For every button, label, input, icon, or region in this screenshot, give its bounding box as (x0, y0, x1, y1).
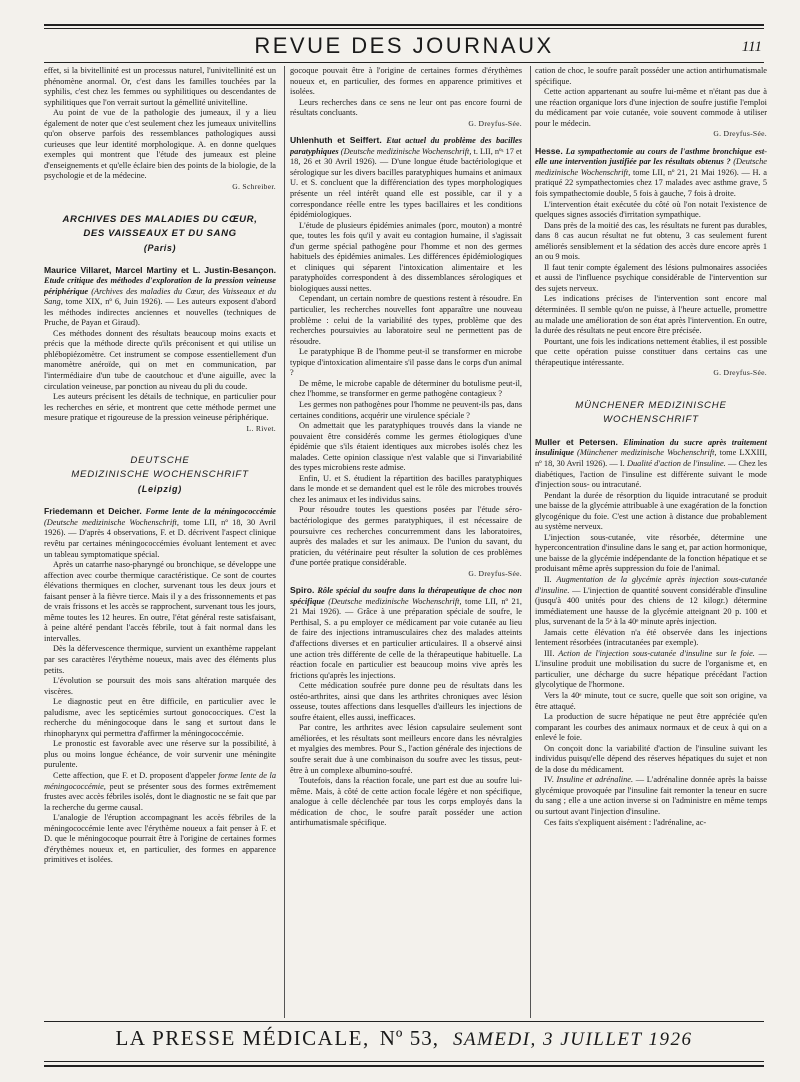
journal-section-heading (44, 454, 276, 496)
author-signature: L. Rivet. (246, 423, 276, 433)
subsection-title: Insuline et adrénaline. (556, 775, 634, 785)
paragraph: Enfin, U. et S. étudient la répartition des bacilles paratyphiques dans le monde et se demandent quel est le rôle des microbes trouvés chez les animaux et les individus sains. (290, 473, 522, 504)
paragraph (535, 575, 767, 628)
paragraph: Il faut tenir compte également des lésions pulmonaires associées et aussi de l'influence psychique considérable de l'intervention sur des sujets nerveux. (535, 262, 767, 293)
article-summary (535, 437, 767, 828)
paragraph: Ces méthodes donnent des résultats beaucoup moins exacts et précis que la méthode directe qu'ils préconisent et qui utilise un phlébopiézomètre. Cet instrument se compose essentiellement d'un manomètre anéroïde, qui on met en communication, par l'intermédiaire d'un tube de caoutchouc et d'une aiguille, avec la circulation veineuse, par ponction au niveau du pli du coude. (44, 328, 276, 391)
paragraph (44, 771, 276, 813)
article-title: Etat actuel du problème des bacilles paratyphiques (290, 136, 522, 156)
article-lead (44, 506, 276, 560)
paragraph: De même, le microbe capable de déterminer du botulisme peut-il, chez l'homme, se transformer en germe pathogène contagieux ? (290, 378, 522, 399)
paragraph: effet, si la bivitellinité est un processus naturel, l'univitellinité est un phénomène anormal. Or, c'est dans les familles touchées par la syphilis, c'est chez les femmes ou syphilitiques ou descendantes de syphilitiques que l'on verrait surtout la gémellité univitelline. (44, 66, 276, 107)
article-text: tome LII, nº 21, 21 Mai 1926). — Grâce à une préparation spéciale de soufre, le Perthisal, S. a pu employer ce médicament par voie cutanée au lieu de faire des injections intramusculaires chez des malades atteints d'affections diverses et en particulier articulaires. Il a observé ainsi une action très différente de celle de la thérapeutique habituelle. La réaction focale en particulier est beaucoup moins vive après les frictions qu'après les injections. (290, 596, 522, 680)
article-summary (290, 585, 522, 829)
section-title-line: MÜNCHENER MEDIZINISCHE (575, 399, 727, 411)
text-run: — L'injection de quantité souvent considérable d'insuline (jusqu'à 400 unités pour des chiens de 12 kilogr.) détermine immédiatement une hausse de la glycémie atteignant 20 p. 100 et plus, survenant de la 5ᵉ à la 40ᵉ minute après injection. (535, 585, 767, 627)
article-title: La sympathectomie au cours de l'asthme bronchique est-elle une intervention justifiée par les résultats obtenus ? (535, 146, 767, 167)
article-reference: (Deutsche medizinische Wochenschrift, (340, 146, 472, 156)
article-lead (535, 146, 767, 200)
paragraph (535, 649, 767, 691)
paragraph: Ces faits s'expliquent aisément : l'adrénaline, ac- (544, 817, 707, 827)
paragraph: Au point de vue de la pathologie des jumeaux, il y a lieu également de noter que c'est seulement chez les jumeaux univitellins qu'on observe parfois des ressemblances pathologiques aussi curieuses que leur identité morphologique. A. en donne quelques exemples qui montrent que l'étude des jumeaux est pleine d'enseignements et qu'elle éclaire bien des points de la biologie, de la psychologie et de la médecine. (44, 108, 276, 181)
emphasis: forme lente de la méningococcémie, (44, 770, 276, 791)
top-double-rule-inner (44, 28, 764, 29)
article-lead (535, 437, 767, 491)
paragraph: Les auteurs précisent les détails de technique, en particulier pour les recherches en série, et montrent que cette méthode permet une mesure pratique et rigoureuse de la pression veineuse périphérique. (44, 392, 276, 423)
text-run: — L'adrénaline donnée après la baisse glycémique provoquée par l'insuline fait remonter la teneur en sucre du sang ; elle a une action inverse si on l'administre en même temps ou surtout avant l'injection d'insuline. (535, 775, 767, 816)
paragraph: gocoque pouvait être à l'origine de certaines formes d'érythèmes noueux et, en particulier, des formes en apparence primitives et isolées. (290, 66, 522, 97)
paragraph: La production de sucre hépatique ne peut être appréciée qu'en comparant les courbes des animaux normaux et de ceux à qui on a enlevé le foie. (535, 712, 767, 743)
paragraph: Après un catarrhe naso-pharyngé ou bronchique, se développe une affection avec courbe thermique caractéristique. Ce sont de courtes élévations thermiques en clocher, survenant tous les deux jours et faisant penser à la fièvre tierce. Mais il y a des frissonnements et pas de vrais frissons et les accès se rapprochent, survenant tous les jours, même toutes les 12 heures. En outre, l'état général reste satisfaisant, à peine altéré pendant l'accès fébrile, tout à fait normal dans les intervalles. (44, 560, 276, 643)
section-title-line: DES VAISSEAUX ET DU SANG (83, 227, 237, 239)
page-header (44, 33, 764, 61)
article-authors: Muller et Petersen. (535, 436, 618, 447)
text-run: II. (544, 574, 552, 584)
article-columns (44, 66, 770, 1018)
column-1 (44, 66, 276, 1018)
footer-journal-name: LA PRESSE MÉDICALE, (115, 1026, 370, 1050)
footer-double-rule-inner (44, 1061, 764, 1062)
article-reference: (Deutsche medizinische Wochenschrift, (44, 517, 179, 527)
column-2 (290, 66, 522, 1018)
text-run: III. (544, 648, 555, 658)
section-title-line: DEUTSCHE (130, 455, 190, 467)
author-signature: G. Dreyfus-Sée. (713, 368, 767, 378)
article-reference: (Archives des maladies du Cœur, des Vaisseaux et du Sang, (44, 286, 276, 307)
article-summary (44, 265, 276, 435)
top-double-rule-outer (44, 24, 764, 26)
article-authors: Maurice Villaret, Marcel Martiny et L. Justin-Besançon. (44, 264, 276, 275)
paragraph: Jamais cette élévation n'a été observée dans les injections lentement résorbées (intracutanées par exemple). (535, 627, 767, 648)
author-signature: G. Dreyfus-Sée. (713, 129, 767, 139)
article-summary (44, 506, 276, 866)
author-signature: G. Dreyfus-Sée. (468, 118, 522, 128)
text-run: — L'insuline produit une mobilisation du sucre de l'organisme et, en particulier, une décharge du sucre hépatique précédant l'action glycolytique de l'hormone. (535, 648, 767, 690)
footer-issue-number: Nº 53, (379, 1026, 439, 1050)
paragraph: Dès la défervescence thermique, survient un exanthème rappelant par ses caractères l'érythème noueux, mais avec des éléments plus petits. (44, 644, 276, 675)
running-title: REVUE DES JOURNAUX (254, 33, 554, 58)
article-text: tome LII, nº 21, 21 Mai 1926). — H. a pratiqué 22 sympathectomies chez 17 malades avec asthme grave, 5 fois sympathectomie double, 5 fois à gauche, 7 fois à droite. (535, 167, 767, 199)
paragraph: Pourtant, une fois les indications nettement établies, il est possible que cette opération puisse constituer dans certains cas une thérapeutique intéressante. (535, 336, 767, 367)
paragraph: On admettait que les paratyphiques trouvés dans la viande ne pouvaient être considérés comme les germes étiologiques d'une épidémie que s'ils étaient identiques aux microbes isolés chez les malades. Cette opinion classique n'est valable que si l'invariabilité des types microbiens reste admise. (290, 421, 522, 473)
paragraph (535, 775, 767, 817)
article-summary (535, 146, 767, 379)
paragraph: cation de choc, le soufre paraît posséder une action antirhumatismale spécifique. (535, 66, 767, 86)
section-city: (Leipzig) (137, 484, 183, 495)
article-lead (290, 135, 522, 220)
paragraph: Dans près de la moitié des cas, les résultats ne furent pas durables, dans 8 cas aucun résultat ne fut obtenu, 3 cas seulement furent améliorés sensiblement et la sédation des accès dure encore après 1 an ou 9 mois. (535, 220, 767, 262)
journal-section-heading (535, 399, 767, 427)
article-title: Forme lente de la méningococcémie (145, 507, 276, 517)
paragraph: Pour résoudre toutes les questions posées par l'étude séro-bactériologique des germes paratyphiques, il est nécessaire de poursuivre ces recherches concurremment dans les laboratoires, auprès des malades et sur les animaux. De l'union du savant, du praticien, du vétérinaire peut résulter la solution de ces problèmes d'une portée pratique considérable. (290, 505, 522, 568)
article-text: tome LXXIII, nº 18, 30 Avril 1926). — I. (535, 448, 767, 468)
paragraph: Toutefois, dans la réaction focale, une part est due au soufre lui-même. Mais, à côté de cette action focale légère et non spécifique, analogue à celle déclenchée par tous les corps employés dans la médication de choc, le soufre paraît posséder une action antirhumatismale spécifique. (290, 776, 522, 828)
paragraph: L'intervention était exécutée du côté où l'on notait l'existence de quelques signes associés d'irritation sympathique. (535, 199, 767, 220)
article-title: Etude critique des méthodes d'exploration de la pression veineuse périphérique (44, 276, 276, 296)
text-run: IV. (544, 775, 554, 785)
article-text: tome XIX, nº 6, Juin 1926). — Les auteurs exposent d'abord les méthodes indirectes anciennes et nouvelles (techniques de Pruche, de Payan et Giraud). (44, 297, 276, 328)
article-authors: Hesse. (535, 145, 563, 156)
section-title-line: ARCHIVES DES MALADIES DU CŒUR, (62, 213, 258, 225)
article-authors: Uhlenhuth et Seiffert. (290, 135, 382, 146)
author-signature: G. Dreyfus-Sée. (468, 568, 522, 578)
article-title: Rôle spécial du soufre dans la thérapeutique de choc non spécifique (290, 586, 522, 606)
article-summary (290, 135, 522, 579)
paragraph: Leurs recherches dans ce sens ne leur ont pas encore fourni de résultats concluants. (290, 97, 522, 118)
subsection-title: Augmentation de la glycémie après injection sous-cutanée d'insuline. (535, 574, 767, 595)
paragraph: Cependant, un certain nombre de questions restent à résoudre. En particulier, les recherches nouvelles font apparaître une nouveau problème : celui de la variabilité des types, problème que des recherches poursuivies au laboratoire seul ne permettent pas de résoudre. (290, 294, 522, 346)
paragraph: Vers la 40ᵉ minute, tout ce sucre, quelle que soit son origine, va être attaqué. (535, 690, 767, 711)
article-title: Elimination du sucre après traitement insulinique (535, 437, 767, 458)
article-lead (44, 265, 276, 329)
paragraph: Le paratyphique B de l'homme peut-il se transformer en microbe typique d'intoxication alimentaire s'il passe dans le corps d'un animal ? (290, 347, 522, 378)
article-authors: Spiro. (290, 585, 315, 596)
paragraph: Pendant la durée de résorption du liquide intracutané se produit une baisse de la glycémie attribuable à une exagération de la fonction glycogénique du foie. C'est une action à distance due probablement au système nerveux. (535, 490, 767, 532)
article-authors: Friedemann et Deicher. (44, 506, 142, 517)
paragraph: Le pronostic est favorable avec une réserve sur la possibilité, à plus ou moins longue échéance, de voir survenir une méningite purulente. (44, 739, 276, 770)
column-3 (535, 66, 767, 1018)
header-rule (44, 62, 764, 63)
journal-section-heading (44, 213, 276, 255)
paragraph: Cette action appartenant au soufre lui-même et n'étant pas due à une réaction organique lors d'une injection de soufre justifie l'emploi du médicament par voie cutanée, voie souvent commode à utiliser pour le médecin. (535, 87, 767, 128)
footer-rule-top (44, 1021, 764, 1022)
article-reference: (Deutsche medizinische Wochenschrift, (328, 596, 462, 606)
paragraph: Cette médication soufrée pure donne peu de résultats dans les ostéo-arthrites, ainsi que dans les arthrites chroniques avec lésion osseuse, toutes affections dans lesquelles d'ailleurs les injections de soufre étaient, elles aussi, inefficaces. (290, 681, 522, 722)
article-lead (290, 585, 522, 681)
section-city: (Paris) (143, 242, 177, 253)
article-text: tome LII, nº 18, 30 Avril 1926). — D'après 4 observations, F. et D. décrivent l'aspect clinique revêtu par certaines méningococcémies évoluant lentement et avec un tableau symptomatique spécial. (44, 517, 276, 559)
page-number: 111 (741, 39, 762, 55)
article-text: t. LII, nºˢ 17 et 18, 26 et 30 Avril 1926). — D'une longue étude bactériologique et sérologique sur les divers bacilles paratyphiques humains et animaux U. et S. concluent que la différenciation des types morphologiques présente un réel intérêt quand elle est possible, car il y a correspondance réelle entre les types bacillaires et les conditions épidémiologiques. (290, 146, 522, 220)
subsection-title: Dualité d'action de l'insuline. (626, 458, 726, 468)
text-run: Cette affection, que F. et D. proposent d'appeler (53, 770, 216, 780)
page-footer (44, 1026, 764, 1058)
paragraph: Le diagnostic peut en être difficile, en particulier avec le paludisme, avec les septicémies surtout gonococciques. C'est la recherche du méningocoque dans le sang et surtout dans le rhinopharynx qui permettra d'affirmer la méningococcémie. (44, 697, 276, 738)
footer-date: SAMEDI, 3 JUILLET 1926 (452, 1029, 693, 1050)
author-signature: G. Schreiber. (232, 182, 276, 192)
paragraph: L'analogie de l'éruption accompagnant les accès fébriles de la méningococcémie lente avec l'érythème noueux a fait penser à F. et D. que le méningocoque pourrait être à l'origine de certaines formes d'érythèmes noueux et, en particulier, des formes en apparence primitives et isolées. (44, 813, 276, 865)
text-run: peut se présenter sous des formes extrêmement frustes avec accès fébriles isolés, dont le diagnostic ne se fait que par la recherche du germe causal. (44, 781, 276, 812)
paragraph: L'évolution se poursuit des mois sans altération marquée des viscères. (44, 676, 276, 696)
paragraph: On conçoit donc la variabilité d'action de l'insuline suivant les individus puisqu'elle dépend des réserves hépatiques du sujet et non de la dose du médicament. (535, 743, 767, 774)
article-reference: (Deutsche medizinische Wochenschrift, (535, 157, 767, 177)
paragraph: Les indications précises de l'intervention sont encore mal déterminées. Il semble qu'on ne puisse, à l'heure actuelle, promettre au malade une amélioration de son état après l'intervention. En outre, la durée des résultats ne peut encore être précisée. (535, 294, 767, 336)
paragraph: L'étude de plusieurs épidémies animales (porc, mouton) a montré que, toutes les fois qu'il y avait eu contagion humaine, il s'agissait d'un germe spécial pathogène pour l'homme et non des germes habituels des épidémies animales. Les différences épidémiologiques et cliniques qui séparent l'intoxication alimentaire et les paratyphoïdes correspondent à des dissemblances sérologiques et biologiques aussi nettes. (290, 220, 522, 293)
paragraph: L'injection sous-cutanée, vite résorbée, détermine une hyperconcentration d'insuline dans le sang et, par action hormonique, une baisse de la glycémie indépendante de la fonction hépatique et se produisant même après suppression du foie de l'animal. (535, 532, 767, 574)
footer-double-rule-outer (44, 1065, 764, 1067)
article-reference: (Münchener medizinische Wochenschrift, (577, 448, 717, 458)
paragraph: Les germes non pathogènes pour l'homme ne peuvent-ils pas, dans certaines conditions, acquérir une virulence spéciale ? (290, 399, 522, 420)
section-title-line: WOCHENSCHRIFT (603, 413, 699, 425)
subsection-title: Action de l'injection sous-cutanée d'insuline sur le foie. (558, 648, 755, 658)
article-text: — Chez les diabétiques, l'action de l'insuline est différente suivant le mode d'injection sous- ou intracutané. (535, 458, 767, 490)
section-title-line: MEDIZINISCHE WOCHENSCHRIFT (71, 469, 249, 481)
paragraph: Par contre, les arthrites avec lésion capsulaire seulement sont améliorées, et les résultats sont meilleurs encore dans les névralgies et myalgies des membres. Pour S., l'action générale des injections de soufre serait due à une combinaison du soufre avec les tissus, peut-être à un complexe albumino-soufré. (290, 723, 522, 775)
